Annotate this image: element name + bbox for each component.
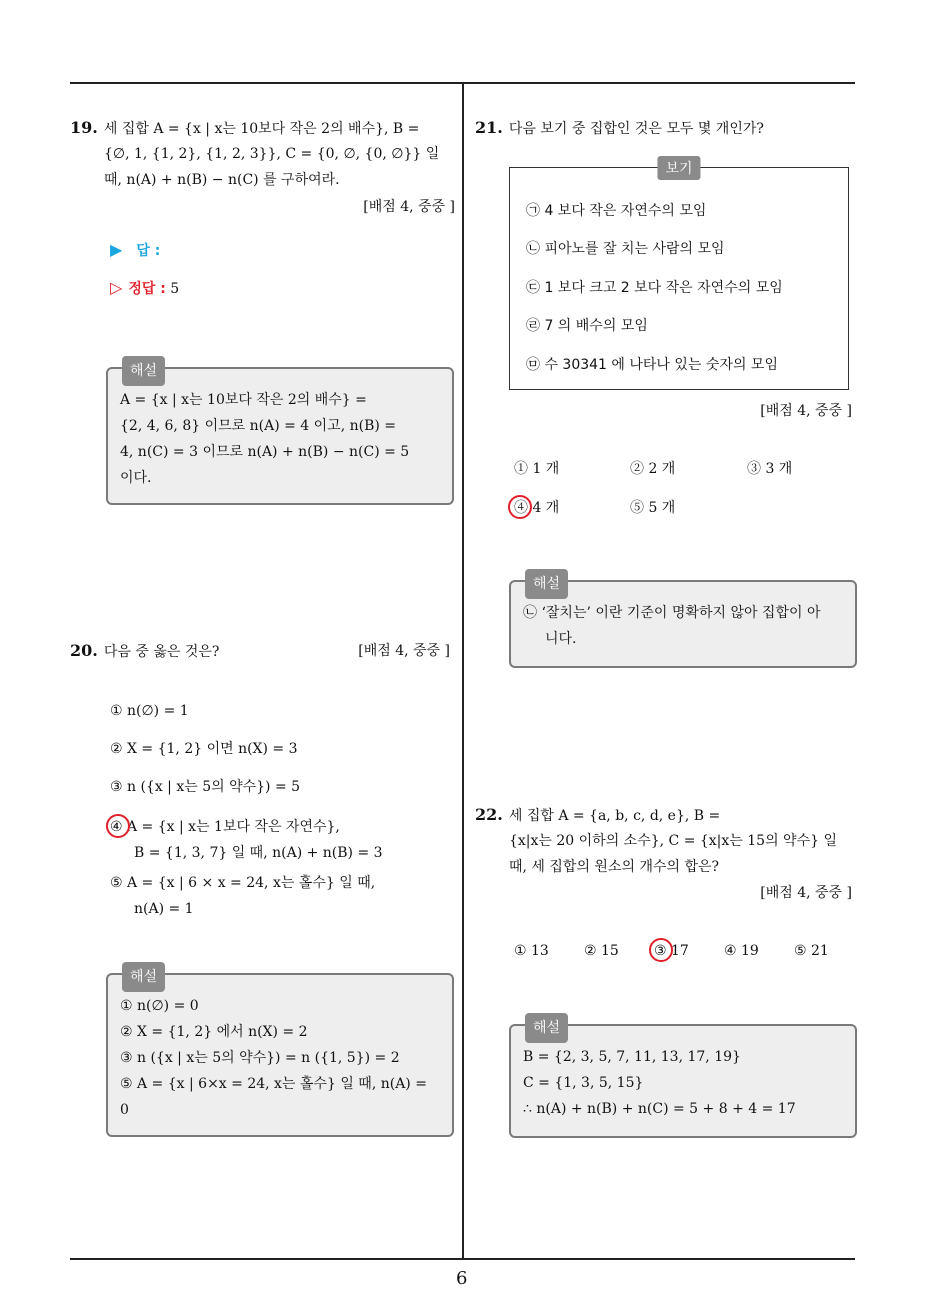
option-2[interactable]: ② 15	[584, 943, 619, 959]
question-number: 20.	[70, 641, 98, 660]
question-number: 21.	[475, 118, 503, 137]
option-5[interactable]: ⑤ 21	[794, 943, 829, 959]
option-1[interactable]: ① n(∅) = 1	[110, 703, 189, 719]
bogi-item: ㉣ 7 의 배수의 모임	[526, 318, 648, 334]
solution-line: 이다.	[120, 470, 152, 486]
correct-value: 5	[170, 281, 180, 297]
solution-line: ㉡ ‘잘치는’ 이란 기준이 명확하지 않아 집합이 아	[523, 605, 821, 621]
bogi-item: ㉠ 4 보다 작은 자연수의 모임	[526, 203, 707, 219]
bogi-item: ㉡ 피아노를 잘 치는 사람의 모임	[526, 241, 725, 257]
question-text-line: 세 집합 A = {x | x는 10보다 작은 2의 배수}, B =	[103, 121, 420, 137]
option-2[interactable]: ② 2 개	[630, 461, 676, 477]
question-text-line: {x|x는 20 이하의 소수}, C = {x|x는 15의 약수} 일	[509, 833, 837, 849]
triangle-outline-icon: ▷	[110, 278, 123, 297]
solution-tag: 해설	[122, 962, 165, 992]
solution-box	[509, 1020, 857, 1138]
option-5[interactable]: ⑤ 5 개	[630, 500, 676, 516]
solution-tag: 해설	[122, 356, 165, 386]
question-text: 다음 중 옳은 것은?	[103, 644, 220, 660]
question-number: 19.	[70, 118, 98, 137]
solution-line: A = {x | x는 10보다 작은 2의 배수} =	[120, 392, 367, 408]
column-divider	[462, 84, 464, 1259]
solution-line: C = {1, 3, 5, 15}	[523, 1075, 644, 1091]
solution-line: ① n(∅) = 0	[120, 998, 199, 1014]
solution-tag: 해설	[525, 569, 568, 599]
option-3[interactable]: ③ 3 개	[747, 461, 793, 477]
bogi-item: ㉢ 1 보다 크고 2 보다 작은 자연수의 모임	[526, 280, 783, 296]
option-5-continued: n(A) = 1	[134, 901, 194, 917]
option-4[interactable]: ④ A = {x | x는 1보다 작은 자연수},	[110, 819, 340, 835]
selected-answer-mark	[649, 938, 673, 962]
solution-line: B = {2, 3, 5, 7, 11, 13, 17, 19}	[523, 1049, 741, 1065]
page-number: 6	[456, 1268, 468, 1289]
option-1[interactable]: ① 13	[514, 943, 549, 959]
question-text-line: 때, n(A) + n(B) − n(C) 를 구하여라.	[104, 172, 340, 188]
correct-answer-row	[110, 278, 179, 298]
solution-box	[106, 969, 454, 1137]
solution-box	[509, 576, 857, 668]
option-4[interactable]: ④ 4 개	[514, 500, 560, 516]
option-5[interactable]: ⑤ A = {x | 6 × x = 24, x는 홀수} 일 때,	[110, 875, 376, 891]
bogi-box	[509, 161, 849, 390]
question-text-line: {∅, 1, {1, 2}, {1, 2, 3}}, C = {0, ∅, {0, ∅}} 일	[104, 146, 440, 162]
solution-line: ⑤ A = {x | 6×x = 24, x는 홀수} 일 때, n(A) =	[120, 1076, 427, 1092]
triangle-filled-icon: ▶	[110, 240, 123, 259]
question-text-line: 세 집합 A = {a, b, c, d, e}, B =	[508, 808, 721, 824]
solution-line: ③ n ({x | x는 5의 약수}) = n ({1, 5}) = 2	[120, 1050, 400, 1066]
bottom-rule	[70, 1258, 855, 1260]
answer-label: 답 :	[136, 243, 161, 259]
selected-answer-mark	[106, 814, 130, 838]
solution-line: ② X = {1, 2} 에서 n(X) = 2	[120, 1024, 308, 1040]
solution-line: 0	[120, 1102, 129, 1118]
score-label: [배점 4, 중중 ]	[760, 403, 852, 419]
bogi-tag: 보기	[657, 156, 700, 180]
answer-row	[110, 240, 160, 260]
solution-line: 니다.	[545, 631, 577, 647]
question-text: 다음 보기 중 집합인 것은 모두 몇 개인가?	[508, 121, 764, 137]
option-3[interactable]: ③ n ({x | x는 5의 약수}) = 5	[110, 779, 301, 795]
solution-line: {2, 4, 6, 8} 이므로 n(A) = 4 이고, n(B) =	[120, 418, 397, 434]
solution-box	[106, 363, 454, 505]
score-label: [배점 4, 중중 ]	[358, 643, 450, 659]
selected-answer-mark	[508, 495, 532, 519]
score-label: [배점 4, 중중 ]	[363, 199, 455, 215]
option-2[interactable]: ② X = {1, 2} 이면 n(X) = 3	[110, 741, 298, 757]
bogi-item: ㉤ 수 30341 에 나타나 있는 숫자의 모임	[526, 357, 778, 373]
option-4[interactable]: ④ 19	[724, 943, 759, 959]
option-3[interactable]: ③ 17	[654, 943, 689, 959]
score-label: [배점 4, 중중 ]	[760, 885, 852, 901]
question-number: 22.	[475, 805, 503, 824]
solution-line: ∴ n(A) + n(B) + n(C) = 5 + 8 + 4 = 17	[523, 1101, 796, 1117]
solution-tag: 해설	[525, 1013, 568, 1043]
question-text-line: 때, 세 집합의 원소의 개수의 합은?	[509, 859, 720, 875]
correct-label: 정답 :	[128, 281, 166, 297]
option-4-continued: B = {1, 3, 7} 일 때, n(A) + n(B) = 3	[134, 845, 383, 861]
option-1[interactable]: ① 1 개	[514, 461, 560, 477]
solution-line: 4, n(C) = 3 이므로 n(A) + n(B) − n(C) = 5	[120, 444, 410, 460]
